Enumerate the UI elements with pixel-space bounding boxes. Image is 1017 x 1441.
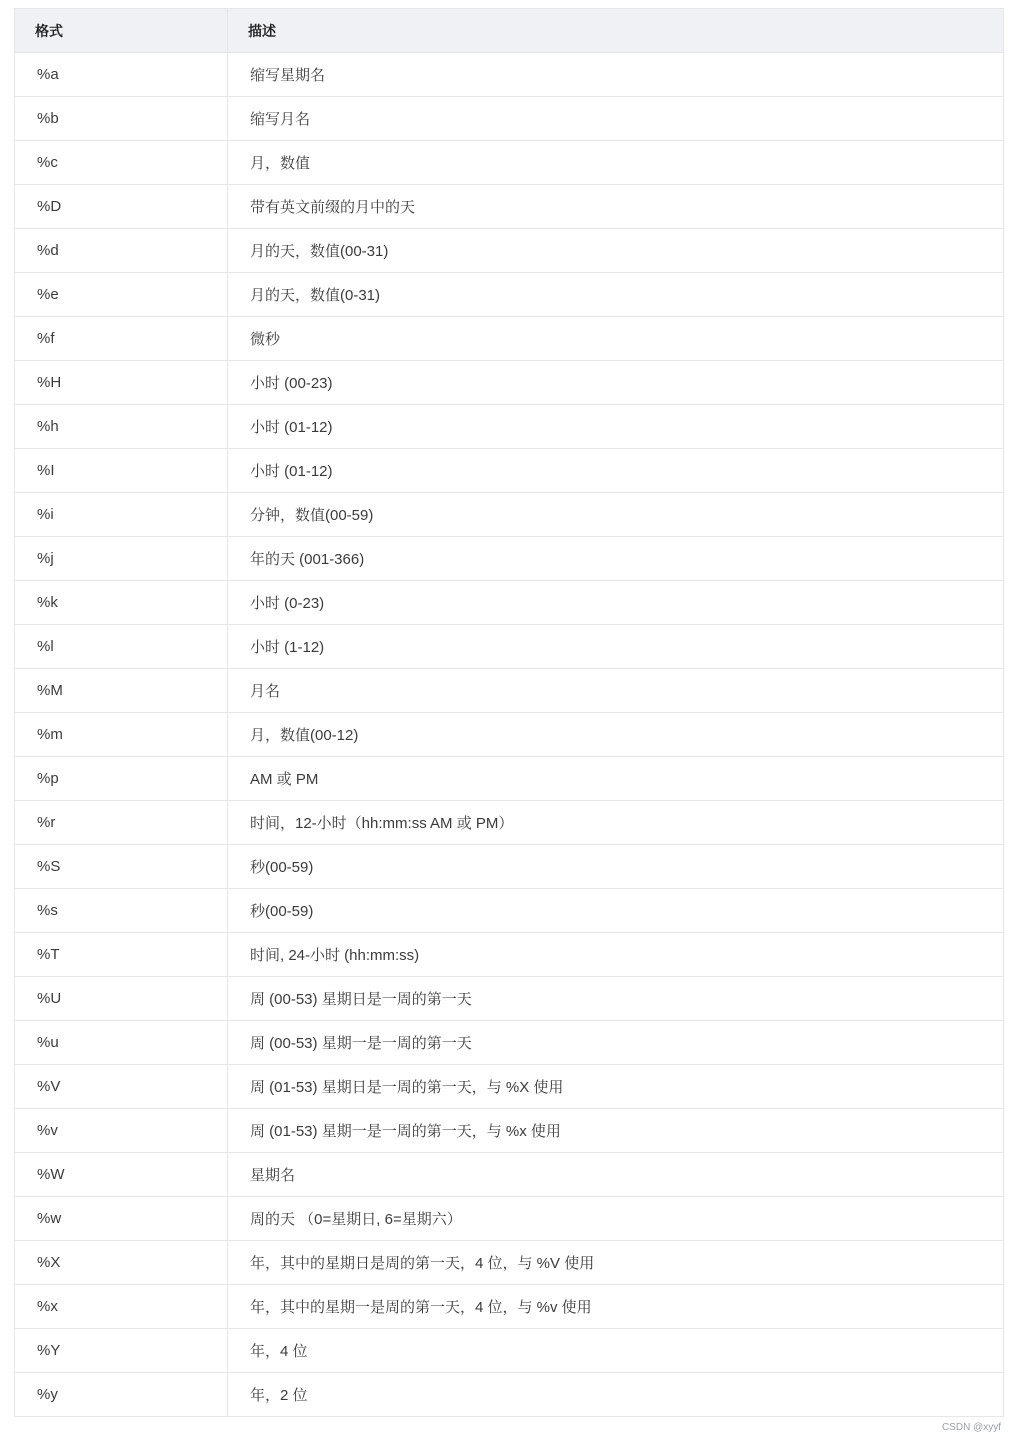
table-row xyxy=(15,1241,1004,1285)
description-cell: 月，数值(00-12) xyxy=(228,713,1004,757)
table-row xyxy=(15,977,1004,1021)
description-cell: 年的天 (001-366) xyxy=(228,537,1004,581)
table-row xyxy=(15,537,1004,581)
description-cell: 月的天，数值(00-31) xyxy=(228,229,1004,273)
table-row xyxy=(15,1021,1004,1065)
table-row xyxy=(15,713,1004,757)
description-cell: 微秒 xyxy=(228,317,1004,361)
description-cell: 星期名 xyxy=(228,1153,1004,1197)
table-row xyxy=(15,845,1004,889)
description-cell: 时间, 24-小时 (hh:mm:ss) xyxy=(228,933,1004,977)
table-row xyxy=(15,1373,1004,1417)
description-cell: 分钟，数值(00-59) xyxy=(228,493,1004,537)
format-cell: %Y xyxy=(15,1329,228,1373)
table-row xyxy=(15,493,1004,537)
table-row xyxy=(15,97,1004,141)
table-row xyxy=(15,273,1004,317)
format-cell: %j xyxy=(15,537,228,581)
description-cell: 秒(00-59) xyxy=(228,845,1004,889)
table-row xyxy=(15,1285,1004,1329)
description-cell: 年，2 位 xyxy=(228,1373,1004,1417)
format-cell: %H xyxy=(15,361,228,405)
format-cell: %M xyxy=(15,669,228,713)
table-row xyxy=(15,361,1004,405)
table-row xyxy=(15,449,1004,493)
format-cell: %l xyxy=(15,625,228,669)
table-header xyxy=(15,9,1004,53)
description-cell: 周 (01-53) 星期日是一周的第一天，与 %X 使用 xyxy=(228,1065,1004,1109)
description-cell: AM 或 PM xyxy=(228,757,1004,801)
format-cell: %p xyxy=(15,757,228,801)
description-cell: 缩写星期名 xyxy=(228,53,1004,97)
table-row xyxy=(15,141,1004,185)
description-cell: 小时 (01-12) xyxy=(228,449,1004,493)
table-body xyxy=(15,53,1004,1417)
description-cell: 周 (00-53) 星期一是一周的第一天 xyxy=(228,1021,1004,1065)
format-cell: %V xyxy=(15,1065,228,1109)
format-cell: %m xyxy=(15,713,228,757)
format-cell: %s xyxy=(15,889,228,933)
table-row xyxy=(15,625,1004,669)
table-row xyxy=(15,1329,1004,1373)
format-cell: %X xyxy=(15,1241,228,1285)
table-row xyxy=(15,317,1004,361)
description-cell: 年，4 位 xyxy=(228,1329,1004,1373)
format-cell: %r xyxy=(15,801,228,845)
table-row xyxy=(15,1065,1004,1109)
format-cell: %b xyxy=(15,97,228,141)
format-cell: %f xyxy=(15,317,228,361)
header-row xyxy=(15,9,1004,53)
description-cell: 年，其中的星期一是周的第一天，4 位，与 %v 使用 xyxy=(228,1285,1004,1329)
description-cell: 秒(00-59) xyxy=(228,889,1004,933)
table-row xyxy=(15,933,1004,977)
format-cell: %S xyxy=(15,845,228,889)
table-row xyxy=(15,801,1004,845)
format-cell: %y xyxy=(15,1373,228,1417)
format-cell: %U xyxy=(15,977,228,1021)
description-cell: 年，其中的星期日是周的第一天，4 位，与 %V 使用 xyxy=(228,1241,1004,1285)
format-cell: %D xyxy=(15,185,228,229)
description-cell: 小时 (0-23) xyxy=(228,581,1004,625)
header-format: 格式 xyxy=(15,9,228,53)
format-cell: %d xyxy=(15,229,228,273)
format-cell: %i xyxy=(15,493,228,537)
format-cell: %h xyxy=(15,405,228,449)
format-cell: %k xyxy=(15,581,228,625)
format-cell: %u xyxy=(15,1021,228,1065)
table-row xyxy=(15,669,1004,713)
format-cell: %a xyxy=(15,53,228,97)
description-cell: 月，数值 xyxy=(228,141,1004,185)
format-table-container xyxy=(14,8,1003,1417)
table-row xyxy=(15,1153,1004,1197)
description-cell: 周 (01-53) 星期一是一周的第一天，与 %x 使用 xyxy=(228,1109,1004,1153)
table-row xyxy=(15,229,1004,273)
header-description: 描述 xyxy=(228,9,1004,53)
table-row xyxy=(15,581,1004,625)
format-cell: %c xyxy=(15,141,228,185)
description-cell: 周的天 （0=星期日, 6=星期六） xyxy=(228,1197,1004,1241)
description-cell: 时间，12-小时（hh:mm:ss AM 或 PM） xyxy=(228,801,1004,845)
description-cell: 缩写月名 xyxy=(228,97,1004,141)
watermark: CSDN @xyyf xyxy=(941,1422,1001,1433)
format-cell: %v xyxy=(15,1109,228,1153)
format-cell: %T xyxy=(15,933,228,977)
table-row xyxy=(15,757,1004,801)
format-cell: %x xyxy=(15,1285,228,1329)
format-cell: %e xyxy=(15,273,228,317)
table-row xyxy=(15,889,1004,933)
description-cell: 周 (00-53) 星期日是一周的第一天 xyxy=(228,977,1004,1021)
table-row xyxy=(15,53,1004,97)
description-cell: 小时 (01-12) xyxy=(228,405,1004,449)
format-cell: %W xyxy=(15,1153,228,1197)
table-row xyxy=(15,1197,1004,1241)
table-row xyxy=(15,185,1004,229)
description-cell: 月的天，数值(0-31) xyxy=(228,273,1004,317)
description-cell: 月名 xyxy=(228,669,1004,713)
format-cell: %w xyxy=(15,1197,228,1241)
description-cell: 小时 (00-23) xyxy=(228,361,1004,405)
table-row xyxy=(15,405,1004,449)
description-cell: 小时 (1-12) xyxy=(228,625,1004,669)
format-cell: %I xyxy=(15,449,228,493)
description-cell: 带有英文前缀的月中的天 xyxy=(228,185,1004,229)
date-format-table xyxy=(14,8,1004,1417)
table-row xyxy=(15,1109,1004,1153)
